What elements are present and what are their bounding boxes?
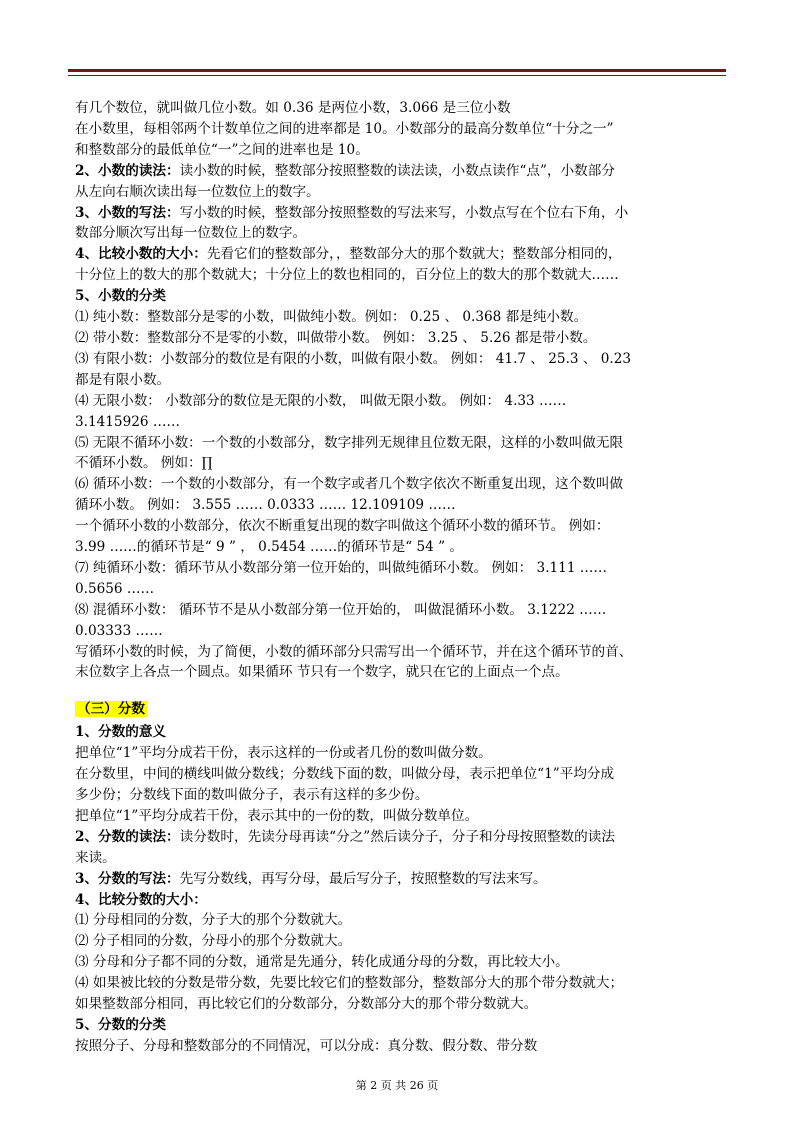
fractions-heading-row xyxy=(75,699,725,720)
page-footer: 第 2 页 共 26 页 xyxy=(355,1079,439,1092)
line-text: ⑵ 分子相同的分数，分母小的那个分数就大。 xyxy=(75,933,352,950)
line-text: 来读。 xyxy=(75,849,116,866)
text-line xyxy=(75,537,725,558)
text-line xyxy=(75,182,725,203)
text-line xyxy=(75,265,725,286)
text-line xyxy=(75,453,725,474)
line-text: 在分数里，中间的横线叫做分数线；分数线下面的数，叫做分母，表示把单位“1”平均分成 xyxy=(75,766,615,783)
text-line xyxy=(75,600,725,621)
line-text: ⑸ 无限不循环小数：一个数的小数部分，数字排列无规律且位数无限，这样的小数叫做无限 xyxy=(75,434,624,451)
line-text: 0.03333 …… xyxy=(75,622,163,639)
line-text: 循环小数。 例如： 3.555 …… 0.0333 …… 12.109109 …… xyxy=(75,497,456,514)
line-text: 数部分顺次写出每一位数位上的数字。 xyxy=(75,225,307,242)
decimals-section xyxy=(75,98,725,683)
text-line xyxy=(75,1015,725,1036)
line-text: 3.1415926 …… xyxy=(75,413,181,430)
text-line xyxy=(75,391,725,412)
line-text: 写循环小数的时候，为了简便，小数的循环部分只需写出一个循环节，并在这个循环节的首、 xyxy=(75,643,633,660)
line-text: 多少份；分数线下面的数叫做分子，表示有这样的多少份。 xyxy=(75,787,429,803)
text-line xyxy=(75,119,725,140)
line-text: ⑺ 纯循环小数：循环节从小数部分第一位开始的，叫做纯循环小数。 例如： 3.111 …… xyxy=(75,559,607,576)
text-line xyxy=(75,203,725,224)
text-line xyxy=(75,558,725,579)
text-line xyxy=(75,806,725,827)
line-text: ⑷ 无限小数： 小数部分的数位是无限的小数， 叫做无限小数。 例如： 4.33 …… xyxy=(75,392,567,409)
fractions-section xyxy=(75,722,725,1057)
line-text: 如果整数部分相同，再比较它们的分数部分，分数部分大的那个带分数就大。 xyxy=(75,996,538,1013)
line-text: 末位数字上各点一个圆点。如果循环 节只有一个数字，就只在它的上面点一个点。 xyxy=(75,664,569,681)
text-line xyxy=(75,764,725,785)
text-line xyxy=(75,1036,725,1057)
line-text: 不循环小数。 例如：∏ xyxy=(75,455,213,472)
text-line xyxy=(75,244,725,265)
header-rule-thin xyxy=(68,75,726,76)
text-line xyxy=(75,743,725,764)
text-line xyxy=(75,370,725,391)
text-line xyxy=(75,973,725,994)
text-line xyxy=(75,994,725,1015)
line-text: ⑹ 循环小数：一个数的小数部分，有一个数字或者几个数字依次不断重复出现，这个数叫做 xyxy=(75,476,624,493)
text-line xyxy=(75,848,725,869)
text-line xyxy=(75,161,725,182)
line-text: 十分位上的数大的那个数就大；十分位上的数也相同的，百分位上的数大的那个数就大…… xyxy=(75,267,619,284)
text-line xyxy=(75,98,725,119)
line-heading: 3、分数的写法： xyxy=(75,870,180,887)
line-text: 在小数里，每相邻两个计数单位之间的进率都是 10。小数部分的最高分数单位“十分之一” xyxy=(75,120,614,137)
text-line xyxy=(75,910,725,931)
line-text: 都是有限小数。 xyxy=(75,371,171,388)
text-line xyxy=(75,579,725,600)
line-text: 有几个数位，就叫做几位小数。如 0.36 是两位小数，3.066 是三位小数 xyxy=(75,100,511,116)
line-text: ⑶ 有限小数：小数部分的数位是有限的小数，叫做有限小数。 例如： 41.7 、 25.3 、 0.23 xyxy=(75,350,632,367)
line-text: 先写分数线，再写分母，最后写分子，按照整数的写法来写。 xyxy=(179,870,547,887)
line-text: 和整数部分的最低单位“一”之间的进率也是 10。 xyxy=(75,141,369,158)
line-text: 写小数的时候，整数部分按照整数的写法来写，小数点写在个位右下角，小 xyxy=(179,204,629,221)
text-line xyxy=(75,621,725,642)
line-text: ⑵ 带小数：整数部分不是零的小数，叫做带小数。 例如： 3.25 、 5.26 都是带小数。 xyxy=(75,329,597,346)
line-text: 从左向右顺次读出每一位数位上的数字。 xyxy=(75,183,320,200)
text-line xyxy=(75,140,725,161)
text-line xyxy=(75,516,725,537)
line-text: ⑷ 如果被比较的分数是带分数，先要比较它们的整数部分，整数部分大的那个带分数就大； xyxy=(75,975,624,992)
text-line xyxy=(75,412,725,433)
text-line xyxy=(75,662,725,683)
line-text: 按照分子、分母和整数部分的不同情况，可以分成：真分数、假分数、带分数 xyxy=(75,1037,538,1054)
text-line xyxy=(75,495,725,516)
text-line xyxy=(75,827,725,848)
text-line xyxy=(75,722,725,743)
line-heading: 5、分数的分类 xyxy=(75,1016,167,1033)
line-heading: 3、小数的写法： xyxy=(75,204,180,221)
line-text: ⑶ 分母和分子都不同的分数，通常是先通分，转化成通分母的分数，再比较大小。 xyxy=(75,954,569,971)
text-line xyxy=(75,286,725,307)
line-text: ⑴ 纯小数：整数部分是零的小数，叫做纯小数。例如： 0.25 、 0.368 都是纯小数。 xyxy=(75,309,588,326)
line-text: 0.5656 …… xyxy=(75,580,155,597)
line-heading: 5、小数的分类 xyxy=(75,288,167,305)
line-text: 读分数时，先读分母再读“分之”然后读分子，分子和分母按照整数的读法 xyxy=(179,828,615,845)
line-heading: 2、分数的读法： xyxy=(75,828,180,845)
line-text: 把单位“1”平均分成若干份，表示这样的一份或者几份的数叫做分数。 xyxy=(75,745,492,762)
line-text: 3.99 ……的循环节是“ 9 ” ， 0.5454 ……的循环节是“ 54 ” 。 xyxy=(75,539,463,556)
fractions-heading: （三）分数 xyxy=(77,701,145,718)
line-heading: 2、小数的读法： xyxy=(75,162,180,179)
line-text: ⑻ 混循环小数： 循环节不是从小数部分第一位开始的， 叫做混循环小数。 3.1222 …… xyxy=(75,601,607,618)
line-text: 一个循环小数的小数部分，依次不断重复出现的数字叫做这个循环小数的循环节。 例如： xyxy=(75,518,610,535)
line-heading: 1、分数的意义 xyxy=(75,724,167,741)
line-heading: 4、比较分数的大小： xyxy=(75,891,207,908)
text-line xyxy=(75,642,725,663)
line-text: 先看它们的整数部分，，整数部分大的那个数就大；整数部分相同的， xyxy=(206,246,622,263)
text-line xyxy=(75,328,725,349)
text-line xyxy=(75,890,725,911)
header-rule-thick xyxy=(68,69,726,72)
text-line xyxy=(75,785,725,806)
text-line xyxy=(75,307,725,328)
text-line xyxy=(75,952,725,973)
text-line xyxy=(75,349,725,370)
line-text: ⑴ 分母相同的分数，分子大的那个分数就大。 xyxy=(75,912,352,929)
line-heading: 4、比较小数的大小： xyxy=(75,246,207,263)
document-body xyxy=(75,98,725,1057)
text-line xyxy=(75,474,725,495)
line-text: 把单位“1”平均分成若干份，表示其中的一份的数，叫做分数单位。 xyxy=(75,807,479,824)
line-text: 读小数的时候，整数部分按照整数的读法读，小数点读作“点”，小数部分 xyxy=(179,162,615,179)
text-line xyxy=(75,931,725,952)
text-line xyxy=(75,223,725,244)
text-line xyxy=(75,869,725,890)
text-line xyxy=(75,433,725,454)
